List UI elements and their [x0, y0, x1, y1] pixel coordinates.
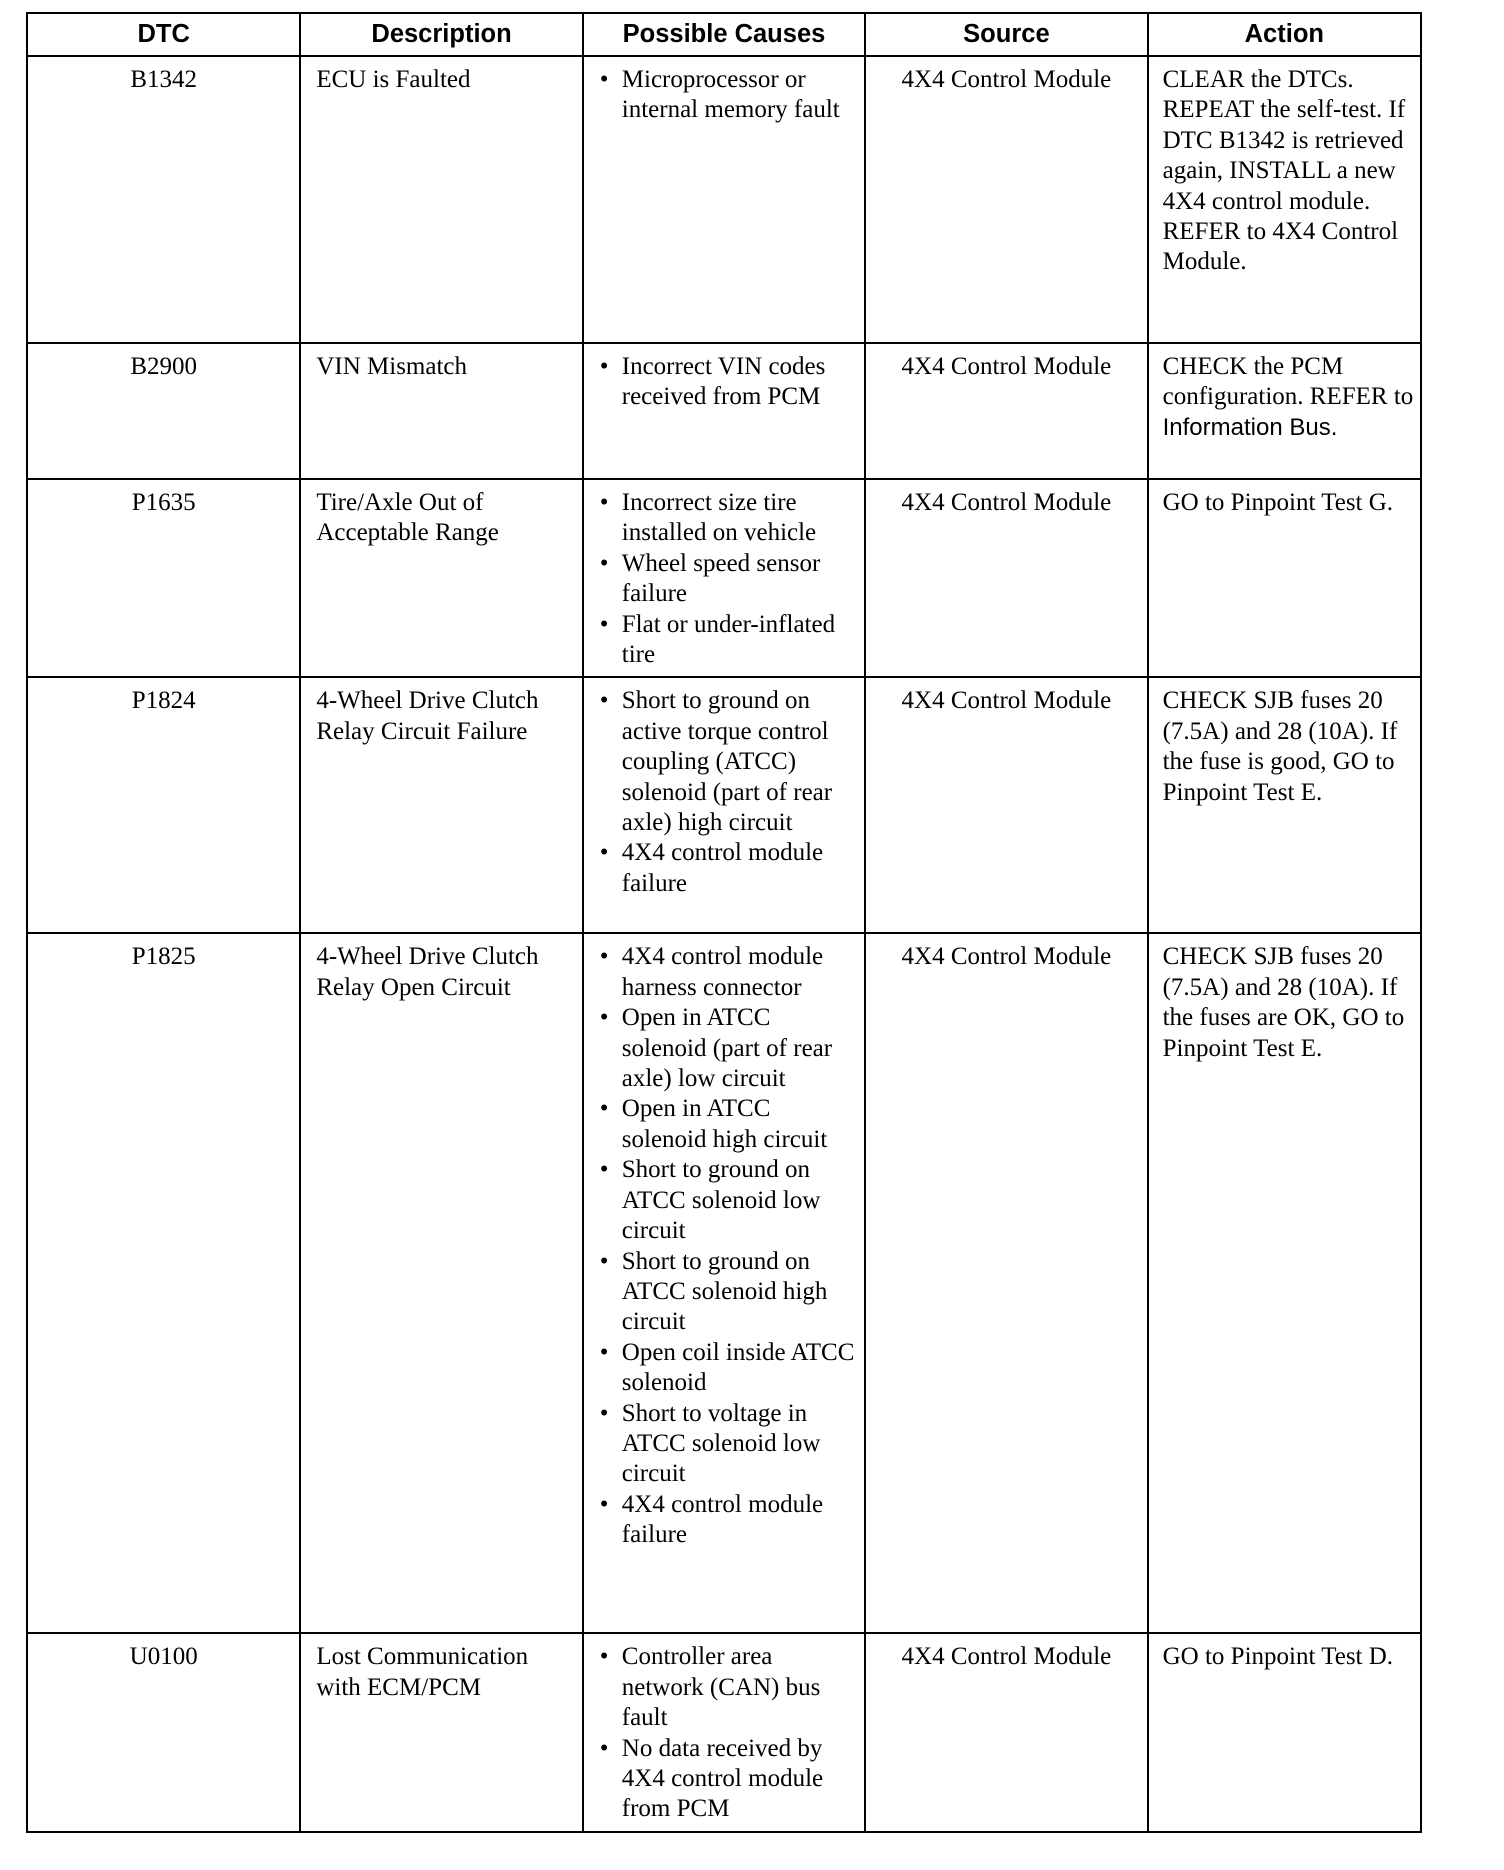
information-bus-link[interactable]: Information Bus. — [1162, 413, 1338, 441]
cause-item: • Short to voltage in ATCC solenoid low circuit — [596, 1399, 858, 1490]
cause-item: • Microprocessor or internal memory fault — [596, 65, 858, 126]
dtc-source: 4X4 Control Module — [865, 56, 1147, 343]
header-description: Description — [300, 13, 582, 56]
cause-list — [596, 65, 858, 126]
dtc-action: CHECK SJB fuses 20 (7.5A) and 28 (10A). If the fuses are OK, GO to Pinpoint Test E. — [1148, 933, 1421, 1633]
cause-item: • Open in ATCC solenoid high circuit — [596, 1094, 858, 1155]
dtc-code: U0100 — [27, 1633, 300, 1831]
dtc-source: 4X4 Control Module — [865, 479, 1147, 677]
dtc-action: GO to Pinpoint Test D. — [1148, 1633, 1421, 1831]
possible-causes — [583, 677, 865, 933]
header-dtc: DTC — [27, 13, 300, 56]
cause-item: • 4X4 control module failure — [596, 838, 858, 899]
header-action: Action — [1148, 13, 1421, 56]
cause-list — [596, 1642, 858, 1824]
dtc-code: B2900 — [27, 343, 300, 479]
action-text: CHECK the PCM configuration. REFER to — [1162, 353, 1414, 411]
cause-item: • 4X4 control module harness connector — [596, 942, 858, 1003]
dtc-source: 4X4 Control Module — [865, 677, 1147, 933]
cause-item: • Wheel speed sensor failure — [596, 549, 858, 610]
header-row — [27, 13, 1421, 56]
dtc-description: 4-Wheel Drive Clutch Relay Open Circuit — [300, 933, 582, 1633]
dtc-description: VIN Mismatch — [300, 343, 582, 479]
header-source: Source — [865, 13, 1147, 56]
dtc-code: P1824 — [27, 677, 300, 933]
possible-causes — [583, 479, 865, 677]
cause-item: • 4X4 control module failure — [596, 1490, 858, 1551]
dtc-description: ECU is Faulted — [300, 56, 582, 343]
table-row — [27, 479, 1421, 677]
dtc-source: 4X4 Control Module — [865, 343, 1147, 479]
dtc-code: P1635 — [27, 479, 300, 677]
cause-item: • Short to ground on ATCC solenoid high circuit — [596, 1247, 858, 1338]
cause-item: • Open coil inside ATCC solenoid — [596, 1338, 858, 1399]
dtc-action: CLEAR the DTCs. REPEAT the self-test. If DTC B1342 is retrieved again, INSTALL a new 4X4 control module. REFER to 4X4 Control Module. — [1148, 56, 1421, 343]
dtc-source: 4X4 Control Module — [865, 933, 1147, 1633]
cause-list — [596, 686, 858, 899]
possible-causes — [583, 1633, 865, 1831]
dtc-source: 4X4 Control Module — [865, 1633, 1147, 1831]
cause-item: • Open in ATCC solenoid (part of rear axle) low circuit — [596, 1003, 858, 1094]
table-row — [27, 1633, 1421, 1831]
cause-list — [596, 942, 858, 1550]
cause-item: • Incorrect size tire installed on vehicle — [596, 488, 858, 549]
cause-list — [596, 352, 858, 413]
cause-item: • Short to ground on ATCC solenoid low circuit — [596, 1155, 858, 1246]
cause-list — [596, 488, 858, 670]
dtc-table — [26, 12, 1422, 1833]
cause-item: • No data received by 4X4 control module from PCM — [596, 1734, 858, 1825]
dtc-action: GO to Pinpoint Test G. — [1148, 479, 1421, 677]
dtc-code: B1342 — [27, 56, 300, 343]
table-row — [27, 343, 1421, 479]
possible-causes — [583, 343, 865, 479]
dtc-code: P1825 — [27, 933, 300, 1633]
dtc-action: CHECK SJB fuses 20 (7.5A) and 28 (10A). If the fuse is good, GO to Pinpoint Test E. — [1148, 677, 1421, 933]
table-row — [27, 56, 1421, 343]
dtc-action — [1148, 343, 1421, 479]
dtc-description: Tire/Axle Out of Acceptable Range — [300, 479, 582, 677]
cause-item: • Short to ground on active torque control coupling (ATCC) solenoid (part of rear axle) high circuit — [596, 686, 858, 838]
possible-causes — [583, 933, 865, 1633]
possible-causes — [583, 56, 865, 343]
table-row — [27, 933, 1421, 1633]
dtc-description: 4-Wheel Drive Clutch Relay Circuit Failure — [300, 677, 582, 933]
cause-item: • Controller area network (CAN) bus fault — [596, 1642, 858, 1733]
dtc-description: Lost Communication with ECM/PCM — [300, 1633, 582, 1831]
header-causes: Possible Causes — [583, 13, 865, 56]
table-row — [27, 677, 1421, 933]
cause-item: • Incorrect VIN codes received from PCM — [596, 352, 858, 413]
cause-item: • Flat or under-inflated tire — [596, 610, 858, 671]
